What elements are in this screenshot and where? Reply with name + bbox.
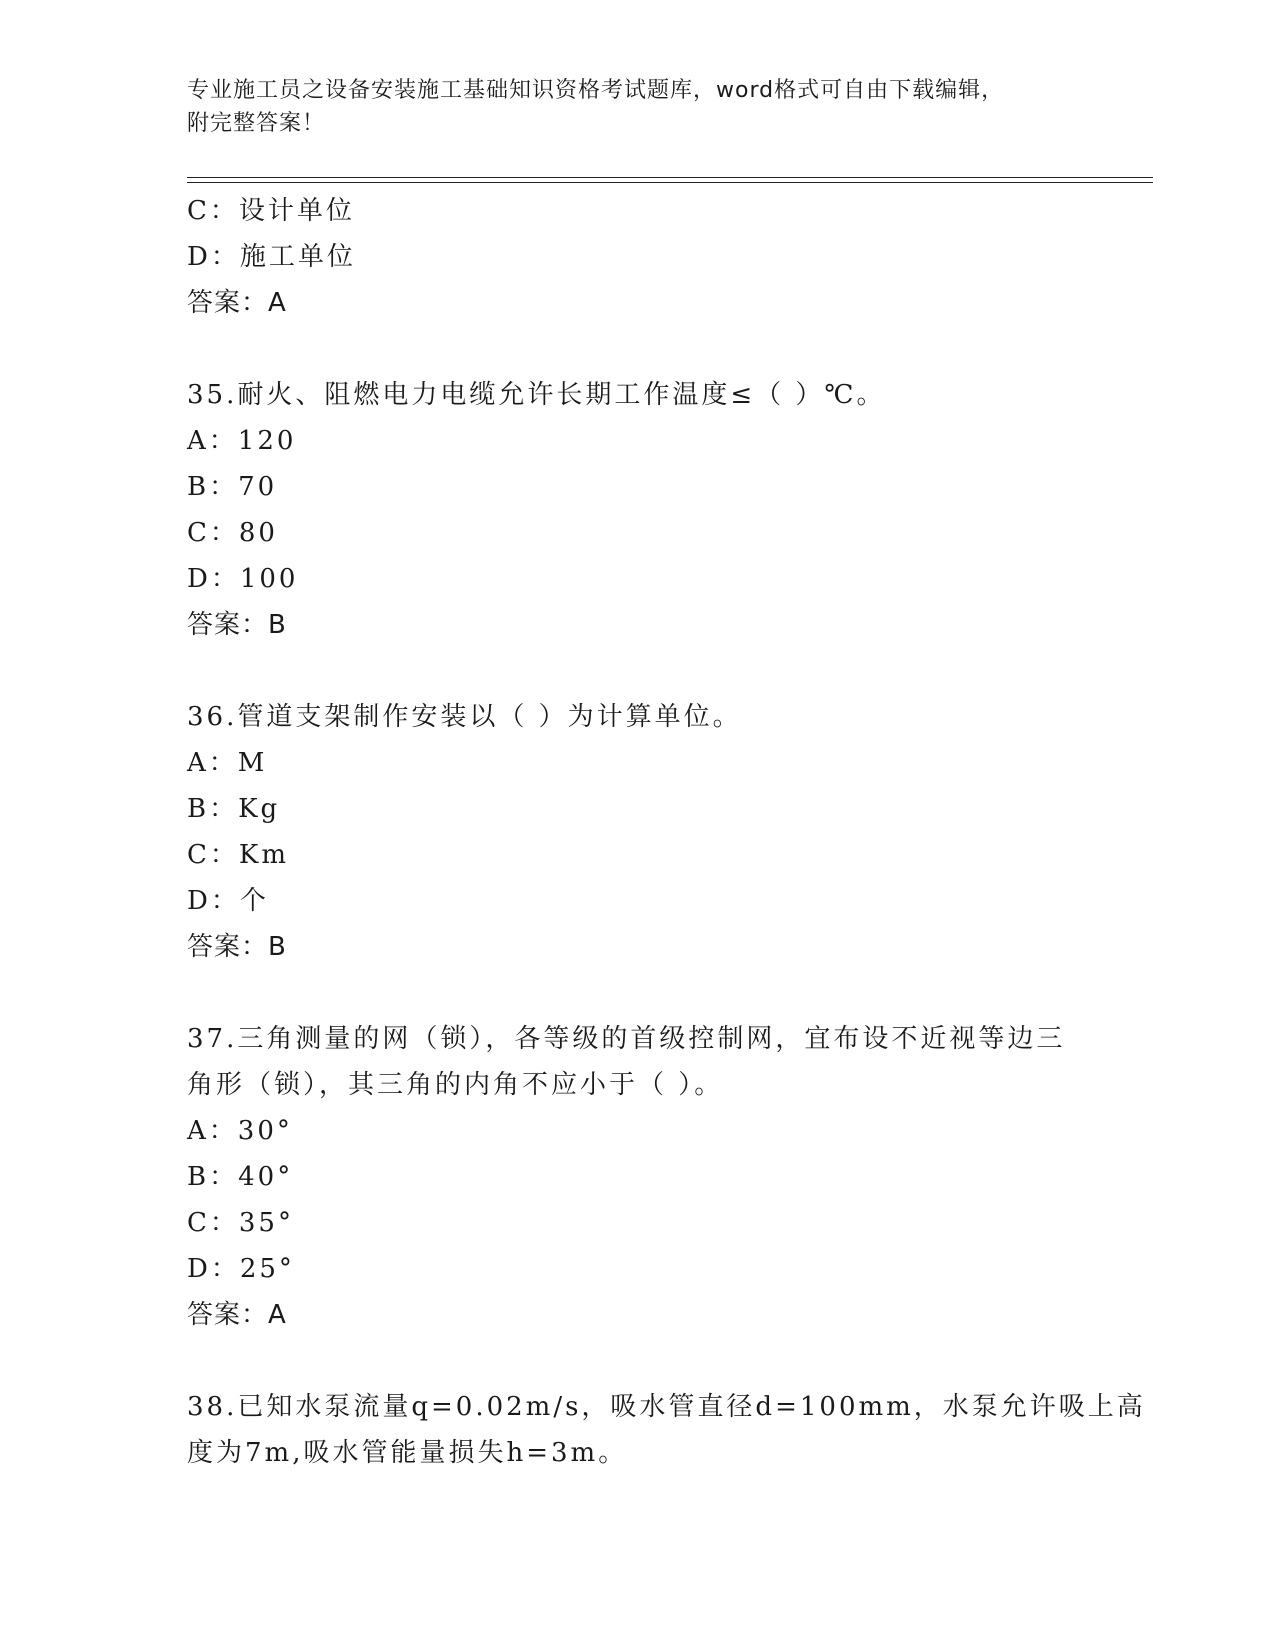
answer-label: 答案：A xyxy=(187,288,287,318)
option-d: D：施工单位 xyxy=(187,242,356,272)
option-c: C：35° xyxy=(187,1208,294,1238)
answer-label: 答案：A xyxy=(187,1300,287,1330)
question-list xyxy=(187,188,1146,1476)
option-b: B：Kg xyxy=(187,794,281,824)
option-d: D：个 xyxy=(187,886,269,916)
option-a: A：30° xyxy=(187,1116,293,1146)
question-36-text: 36.管道支架制作安装以（ ）为计算单位。 xyxy=(187,702,742,732)
option-b: B：40° xyxy=(187,1162,294,1192)
document-header xyxy=(187,74,1087,140)
option-d: D：25° xyxy=(187,1254,295,1284)
header-divider-top xyxy=(187,177,1153,178)
header-line-1: 专业施工员之设备安装施工基础知识资格考试题库，word格式可自由下载编辑， xyxy=(187,78,1005,103)
option-c: C：设计单位 xyxy=(187,196,355,226)
option-c: C：Km xyxy=(187,840,289,870)
option-d: D：100 xyxy=(187,564,299,594)
header-divider-bottom xyxy=(187,182,1153,183)
question-35-text: 35.耐火、阻燃电力电缆允许长期工作温度≤（ ）℃。 xyxy=(187,380,886,410)
option-b: B：70 xyxy=(187,472,278,502)
question-38-text-line-2: 度为7m,吸水管能量损失h=3m。 xyxy=(187,1438,628,1468)
answer-label: 答案：B xyxy=(187,932,287,962)
question-37-text-line-1: 37.三角测量的网（锁），各等级的首级控制网，宜布设不近视等边三 xyxy=(187,1024,1066,1054)
question-37-text-line-2: 角形（锁），其三角的内角不应小于（ ）。 xyxy=(187,1070,724,1100)
option-a: A：120 xyxy=(187,426,297,456)
answer-label: 答案：B xyxy=(187,610,287,640)
header-line-2: 附完整答案！ xyxy=(187,111,326,136)
option-a: A：M xyxy=(187,748,268,778)
question-38-text-line-1: 38.已知水泵流量q=0.02m/s，吸水管直径d=100mm，水泵允许吸上高 xyxy=(187,1392,1146,1422)
option-c: C：80 xyxy=(187,518,278,548)
